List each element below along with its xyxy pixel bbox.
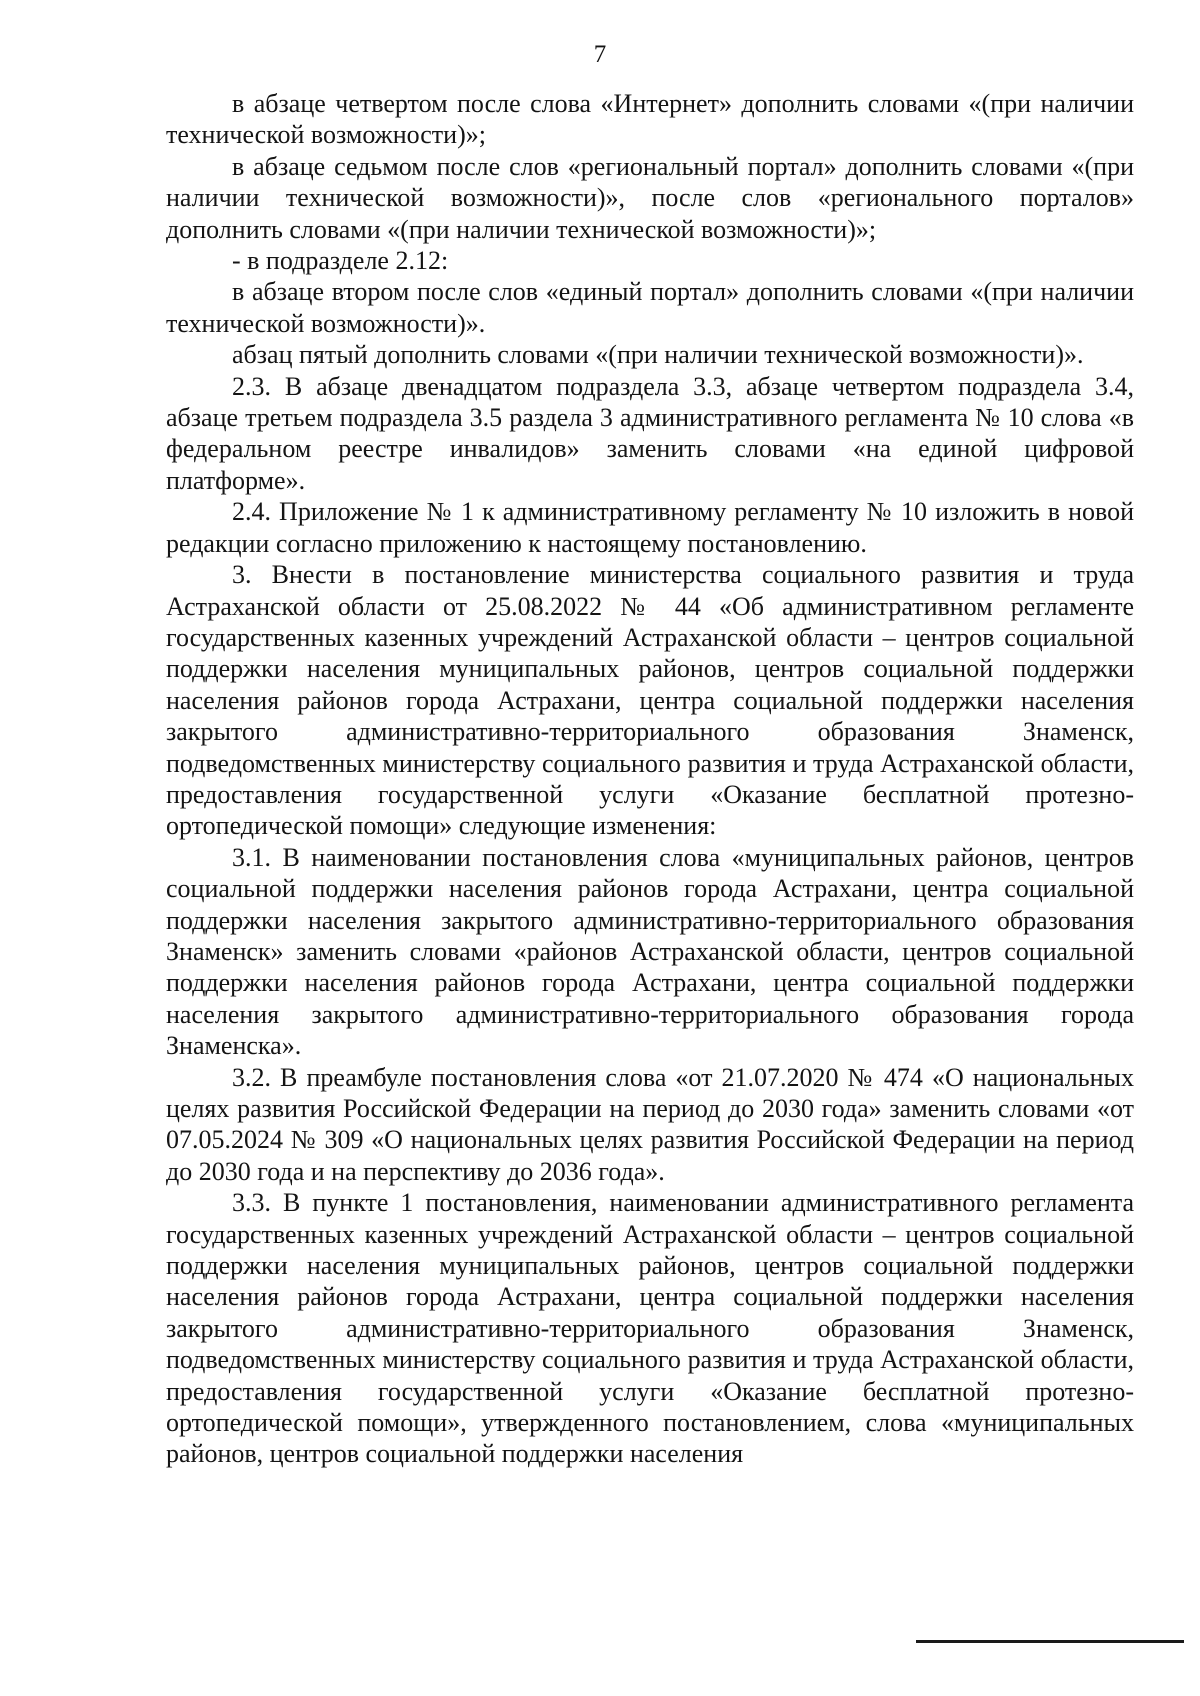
- bottom-divider: [916, 1640, 1184, 1643]
- paragraph-3: - в подразделе 2.12:: [232, 246, 449, 276]
- paragraph-9: 3.1. В наименовании постановления слова «муниципальных районов, центров социальной поддержки населения районов города Астрахани, центра социальной поддержки населения закрытого административно-территориального образования Знаменск» заменить словами «районов Астраханской области, центров социальной поддержки населения районов города Астрахани, центра социальной поддержки населения закрытого административно-территориального образования города Знаменска».: [166, 842, 1134, 1061]
- paragraph-7: 2.4. Приложение № 1 к административному регламенту № 10 изложить в новой редакции согласно приложению к настоящему постановлению.: [166, 497, 1134, 558]
- paragraph-11: 3.3. В пункте 1 постановления, наименовании административного регламента государственных казенных учреждений Астраханской области – центров социальной поддержки населения муниципальных районов, центров социальной поддержки населения районов города Астрахани, центра социальной поддержки населения закрытого административно-территориального образования Знаменск, подведомственных министерству социального развития и труда Астраханской области, предоставления государственной услуги «Оказание бесплатной протезно-ортопедической помощи», утвержденного постановлением, слова «муниципальных районов, центров социальной поддержки населения: [166, 1188, 1134, 1469]
- paragraph-10: 3.2. В преамбуле постановления слова «от 21.07.2020 № 474 «О национальных целях развития Российской Федерации на период до 2030 года» заменить словами «от 07.05.2024 № 309 «О национальных целях развития Российской Федерации на период до 2030 года и на перспективу до 2036 года».: [166, 1062, 1134, 1186]
- paragraph-6: 2.3. В абзаце двенадцатом подраздела 3.3, абзаце четвертом подраздела 3.4, абзаце третьем подраздела 3.5 раздела 3 административного регламента № 10 слова «в федеральном реестре инвалидов» заменить словами «на единой цифровой платформе».: [166, 371, 1134, 495]
- paragraph-4: в абзаце втором после слов «единый портал» дополнить словами «(при наличии технической возможности)».: [166, 277, 1134, 338]
- paragraph-1: в абзаце четвертом после слова «Интернет» дополнить словами «(при наличии технической возможности)»;: [166, 89, 1134, 150]
- page-number: 7: [593, 41, 607, 68]
- paragraph-5: абзац пятый дополнить словами «(при наличии технической возможности)».: [232, 340, 1084, 370]
- paragraph-8: 3. Внести в постановление министерства социального развития и труда Астраханской области от 25.08.2022 № 44 «Об административном регламенте государственных казенных учреждений Астраханской области – центров социальной поддержки населения муниципальных районов, центров социальной поддержки населения районов города Астрахани, центра социальной поддержки населения закрытого административно-территориального образования Знаменск, подведомственных министерству социального развития и труда Астраханской области, предоставления государственной услуги «Оказание бесплатной протезно-ортопедической помощи» следующие изменения:: [166, 560, 1134, 841]
- document-body: [166, 88, 1134, 1470]
- paragraph-2: в абзаце седьмом после слов «региональный портал» дополнить словами «(при наличии технической возможности)», после слов «регионального порталов» дополнить словами «(при наличии технической возможности)»;: [166, 151, 1134, 244]
